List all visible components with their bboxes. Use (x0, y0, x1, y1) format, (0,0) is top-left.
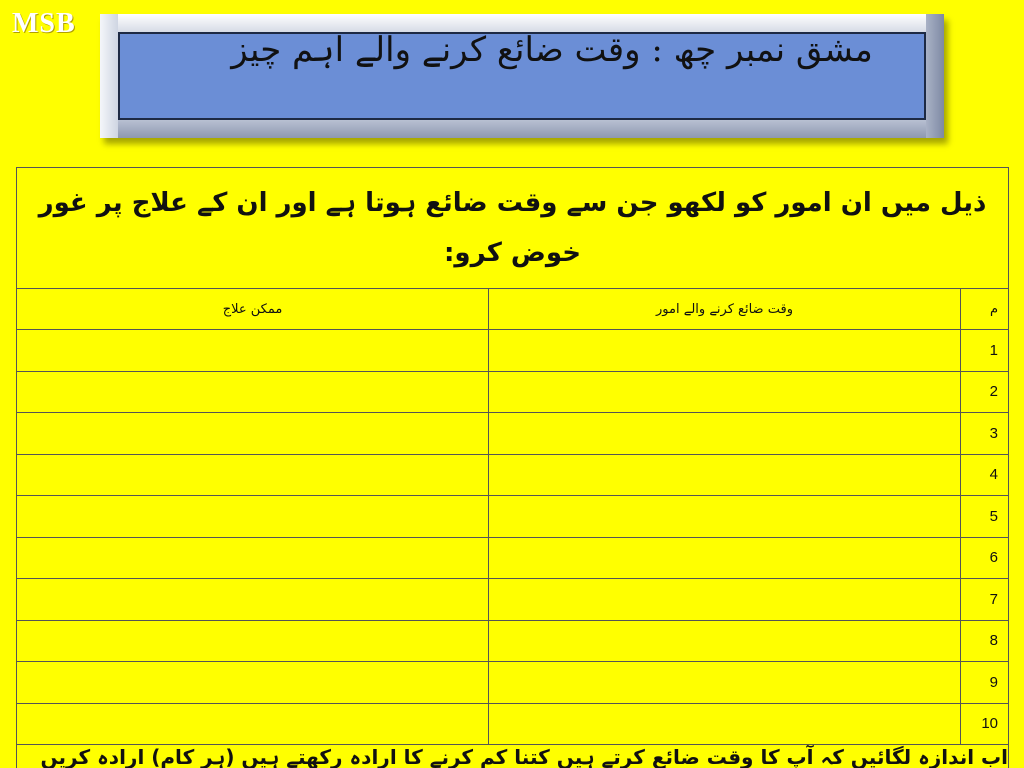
worksheet-table (16, 167, 1009, 768)
remedy-cell[interactable] (17, 496, 489, 538)
activity-cell[interactable] (489, 454, 961, 496)
activity-cell[interactable] (489, 496, 961, 538)
brand-logo: MSB (12, 8, 76, 39)
activity-cell[interactable] (489, 620, 961, 662)
table-row (17, 662, 1009, 704)
remedy-cell[interactable] (17, 537, 489, 579)
activity-cell[interactable] (489, 371, 961, 413)
activity-cell[interactable] (489, 703, 961, 745)
activity-cell[interactable] (489, 662, 961, 704)
table-row (17, 413, 1009, 455)
activity-cell[interactable] (489, 537, 961, 579)
row-number: 6 (961, 537, 1009, 579)
remedy-cell[interactable] (17, 579, 489, 621)
remedy-cell[interactable] (17, 703, 489, 745)
row-number: 10 (961, 703, 1009, 745)
remedy-cell[interactable] (17, 413, 489, 455)
row-number: 3 (961, 413, 1009, 455)
row-number: 8 (961, 620, 1009, 662)
activity-cell[interactable] (489, 579, 961, 621)
instruction-text: ذیل میں ان امور کو لکھو جن سے وقت ضائع ہوتا ہے اور ان کے علاج پر غور خوض کرو: (17, 168, 1009, 289)
table-row (17, 371, 1009, 413)
table-header-row (17, 289, 1009, 330)
table-row (17, 454, 1009, 496)
remedy-cell[interactable] (17, 620, 489, 662)
row-number: 7 (961, 579, 1009, 621)
remedy-cell[interactable] (17, 662, 489, 704)
activity-cell[interactable] (489, 413, 961, 455)
column-header-activity: وقت ضائع کرنے والے امور (489, 289, 961, 330)
page-title: مشق نمبر چھ : وقت ضائع کرنے والے اہم چیز (231, 30, 873, 70)
frame-bevel-bottom (100, 120, 944, 138)
table-row (17, 496, 1009, 538)
table-row (17, 537, 1009, 579)
remedy-cell[interactable] (17, 371, 489, 413)
row-number: 2 (961, 371, 1009, 413)
footer-instruction: اب اندازہ لگائیں کہ آپ کا وقت ضائع کرتے ہیں کتنا کم کرنے کا ارادہ رکھتے ہیں (ہر کام) ارادہ کریں (17, 745, 1009, 768)
remedy-cell[interactable] (17, 330, 489, 372)
table-row (17, 330, 1009, 372)
table-row (17, 703, 1009, 745)
row-number: 5 (961, 496, 1009, 538)
row-number: 9 (961, 662, 1009, 704)
row-number: 4 (961, 454, 1009, 496)
activity-cell[interactable] (489, 330, 961, 372)
remedy-cell[interactable] (17, 454, 489, 496)
row-number: 1 (961, 330, 1009, 372)
column-header-number: م (961, 289, 1009, 330)
table-row (17, 579, 1009, 621)
table-row (17, 620, 1009, 662)
column-header-remedy: ممکن علاج (17, 289, 489, 330)
